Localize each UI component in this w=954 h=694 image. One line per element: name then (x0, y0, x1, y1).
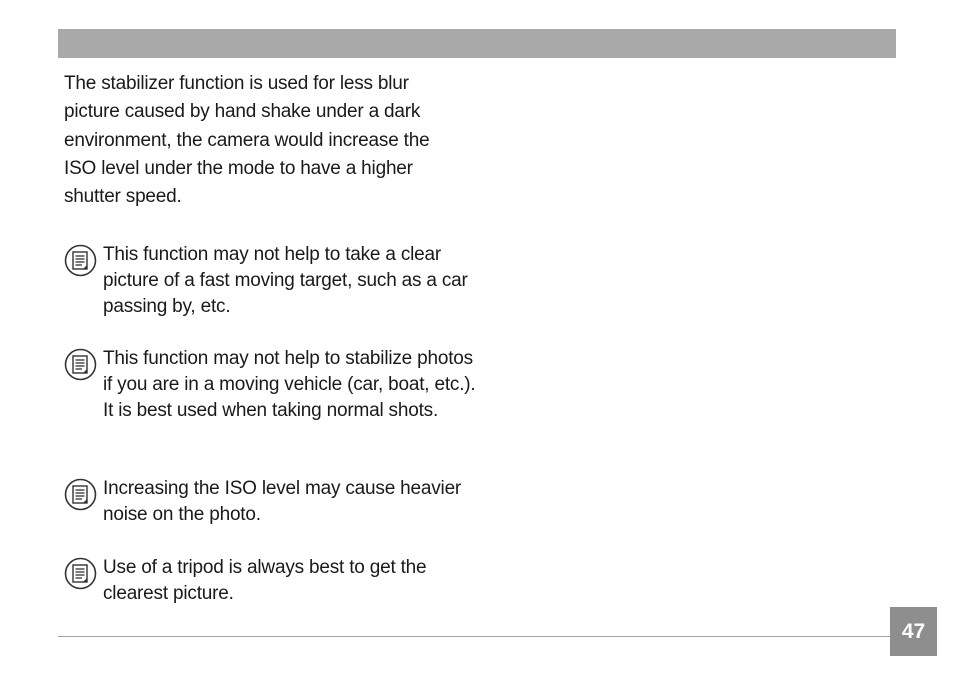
note-text: This function may not help to take a clear picture of a fast moving target, such as a car passing by, etc. (103, 244, 468, 317)
note-text: Use of a tripod is always best to get the clearest picture. (103, 557, 427, 604)
note-text: This function may not help to stabilize photos if you are in a moving vehicle (car, boat, etc.). It is best used when taking normal shots. (103, 348, 476, 421)
note-icon (64, 478, 97, 511)
footer-divider (58, 636, 890, 637)
note-icon (64, 244, 97, 277)
note-icon (64, 557, 97, 590)
note-icon (64, 348, 97, 381)
page-number: 47 (890, 607, 937, 656)
note-text: Increasing the ISO level may cause heavier noise on the photo. (103, 478, 462, 525)
header-bar (58, 29, 896, 58)
intro-paragraph: The stabilizer function is used for less blur picture caused by hand shake under a dark environment, the camera would increase the ISO level under the mode to have a higher shutter speed. (64, 73, 430, 208)
